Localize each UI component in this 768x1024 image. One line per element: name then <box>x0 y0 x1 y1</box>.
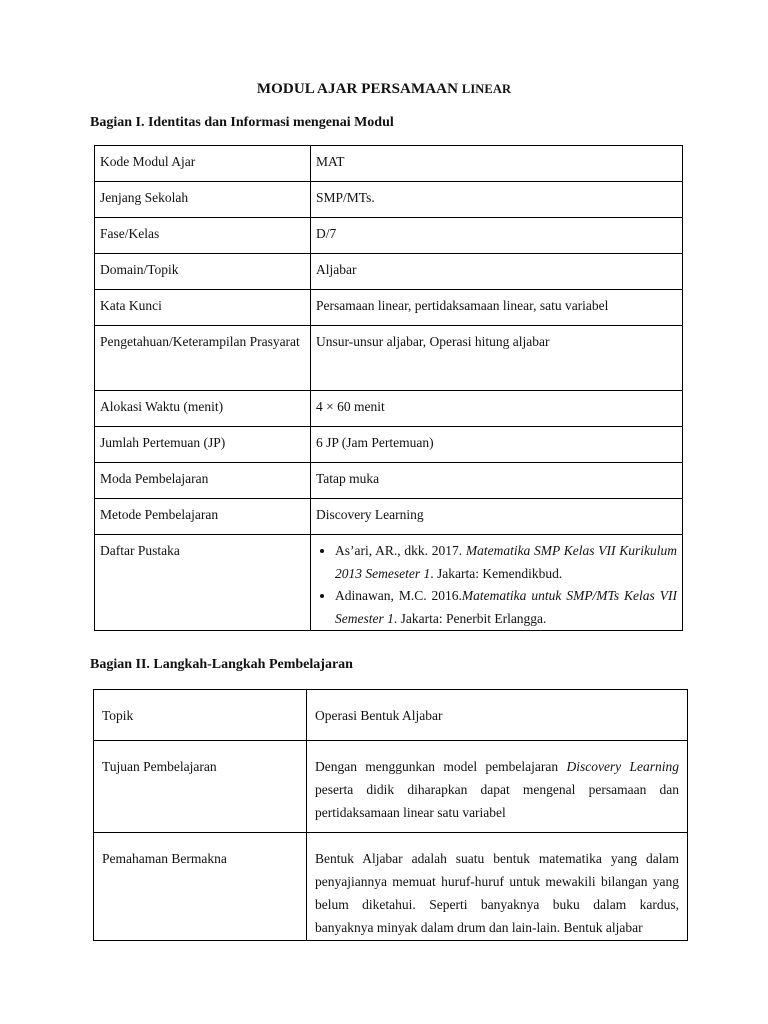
references-list <box>316 540 677 630</box>
reference-publisher: . Jakarta: Kemendikbud. <box>430 565 563 581</box>
row-value: 6 JP (Jam Pertemuan) <box>311 427 683 463</box>
row-value: Operasi Bentuk Aljabar <box>307 690 688 741</box>
row-label: Domain/Topik <box>95 254 311 290</box>
table-row <box>95 326 683 391</box>
document-title <box>0 81 768 98</box>
row-value: Unsur-unsur aljabar, Operasi hitung aljabar <box>311 326 683 391</box>
table-row <box>95 218 683 254</box>
row-label: Jumlah Pertemuan (JP) <box>95 427 311 463</box>
module-identity-table <box>94 145 683 631</box>
row-label: Metode Pembelajaran <box>95 499 311 535</box>
row-value: Bentuk Aljabar adalah suatu bentuk matematika yang dalam penyajiannya memuat huruf-huruf untuk mewakili bilangan yang belum diketahui. Seperti banyaknya buku dalam kardus, banyaknya minyak dalam drum dan lain-lain. Bentuk aljabar <box>307 833 688 941</box>
objective-text-rest: peserta didik diharapkan dapat mengenal persamaan dan pertidaksamaan linear satu variabel <box>315 782 679 820</box>
reference-author: As’ari, AR., dkk. 2017. <box>335 543 466 558</box>
table-row <box>94 741 688 833</box>
row-label: Jenjang Sekolah <box>95 182 311 218</box>
row-value: 4 × 60 menit <box>311 391 683 427</box>
reference-item <box>335 585 677 630</box>
reference-title: Matematika SMP Kelas VII Kurikulum 2013 Semeseter 1 <box>335 543 677 581</box>
learning-steps-table <box>93 689 688 941</box>
objective-cell <box>307 741 688 833</box>
row-label: Tujuan Pembelajaran <box>94 741 307 833</box>
row-label: Kode Modul Ajar <box>95 146 311 182</box>
reference-title: Matematika untuk SMP/MTs Kelas VII Semester 1 <box>335 588 677 626</box>
row-label: Kata Kunci <box>95 290 311 326</box>
table-row <box>95 391 683 427</box>
row-value: Persamaan linear, pertidaksamaan linear, satu variabel <box>311 290 683 326</box>
row-label: Alokasi Waktu (menit) <box>95 391 311 427</box>
row-value: D/7 <box>311 218 683 254</box>
row-label: Topik <box>94 690 307 741</box>
title-main: MODUL AJAR PERSAMAAN <box>256 81 462 97</box>
reference-item <box>335 540 677 585</box>
table-row <box>95 535 683 631</box>
row-label: Pemahaman Bermakna <box>94 833 307 941</box>
table-row <box>94 690 688 741</box>
row-value: MAT <box>311 146 683 182</box>
row-label: Fase/Kelas <box>95 218 311 254</box>
row-label: Daftar Pustaka <box>95 535 311 631</box>
table-row <box>95 499 683 535</box>
row-label: Pengetahuan/Keterampilan Prasyarat <box>95 326 311 391</box>
row-value: Tatap muka <box>311 463 683 499</box>
table-row <box>95 290 683 326</box>
table-row <box>94 833 688 941</box>
reference-publisher: . Jakarta: Penerbit Erlangga. <box>393 610 547 626</box>
table-row <box>95 427 683 463</box>
row-value: Aljabar <box>311 254 683 290</box>
references-cell <box>311 535 683 631</box>
table-row <box>95 463 683 499</box>
section-1-heading: Bagian I. Identitas dan Informasi mengenai Modul <box>90 115 394 130</box>
row-value: SMP/MTs. <box>311 182 683 218</box>
objective-emphasis: Discovery Learning <box>566 759 680 774</box>
section-2-heading: Bagian II. Langkah-Langkah Pembelajaran <box>90 657 353 672</box>
row-value: Discovery Learning <box>311 499 683 535</box>
table-row <box>95 254 683 290</box>
table-row <box>95 146 683 182</box>
title-small-caps: LINEAR <box>461 82 512 96</box>
objective-text: Dengan menggunkan model pembelajaran <box>315 759 567 774</box>
table-row <box>95 182 683 218</box>
reference-author: Adinawan, M.C. 2016. <box>335 588 462 603</box>
row-label: Moda Pembelajaran <box>95 463 311 499</box>
